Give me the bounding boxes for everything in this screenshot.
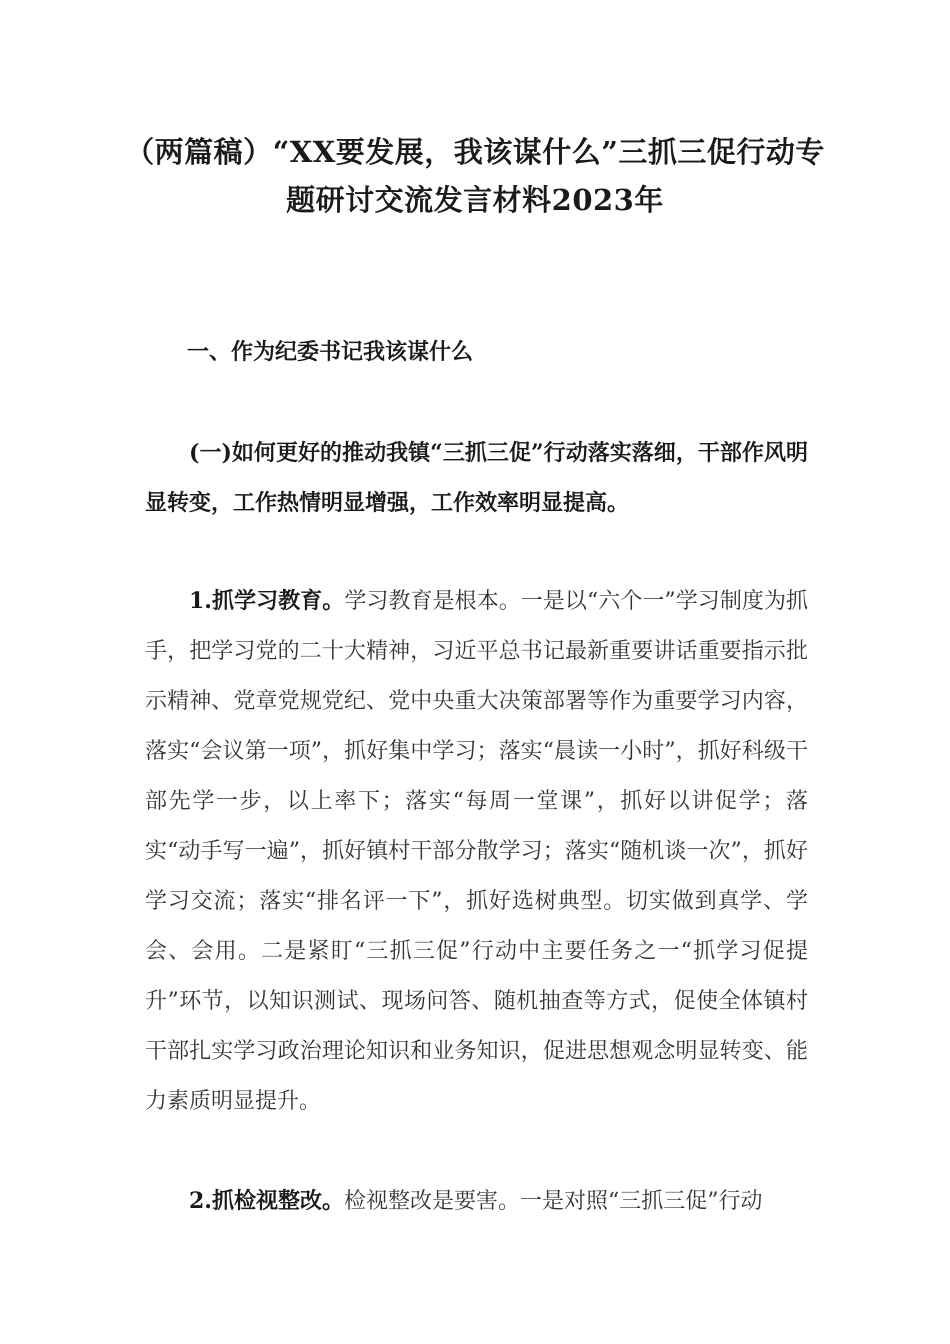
paragraph-body: 检视整改是要害。一是对照“三抓三促”行动 bbox=[343, 1189, 763, 1214]
paragraph-lead: 2.抓检视整改。 bbox=[189, 1188, 344, 1214]
document-title: （两篇稿）“XX要发展，我该谋什么”三抓三促行动专题研讨交流发言材料2023年 bbox=[125, 135, 825, 217]
section-heading: 一、作为纪委书记我该谋什么 bbox=[187, 339, 474, 365]
paragraph-study-education bbox=[145, 576, 808, 1127]
paragraph-body: 学习教育是根本。一是以“六个一”学习制度为抓手，把学习党的二十大精神，习近平总书记最新重要讲话重要指示批示精神、党章党规党纪、党中央重大决策部署等作为重要学习内容，落实“会议第一项”，抓好集中学习；落实“晨读一小时”，抓好科级干部先学一步，以上率下；落实“每周一堂课”，抓好以讲促学；落实“动手写一遍”，抓好镇村干部分散学习；落实“随机谈一次”，抓好学习交流；落实“排名评一下”，抓好选树典型。切实做到真学、学会、会用。二是紧盯“三抓三促”行动中主要任务之一“抓学习促提升”环节，以知识测试、现场问答、随机抽查等方式，促使全体镇村干部扎实学习政治理论知识和业务知识，促进思想观念明显转变、能力素质明显提升。 bbox=[145, 589, 809, 1114]
subsection-heading: (一)如何更好的推动我镇“三抓三促”行动落实落细，干部作风明显转变，工作热情明显增强，工作效率明显提高。 bbox=[145, 440, 808, 516]
paragraph-lead: 1.抓学习教育。 bbox=[189, 588, 345, 614]
paragraph-inspection-rectification bbox=[145, 1176, 808, 1227]
